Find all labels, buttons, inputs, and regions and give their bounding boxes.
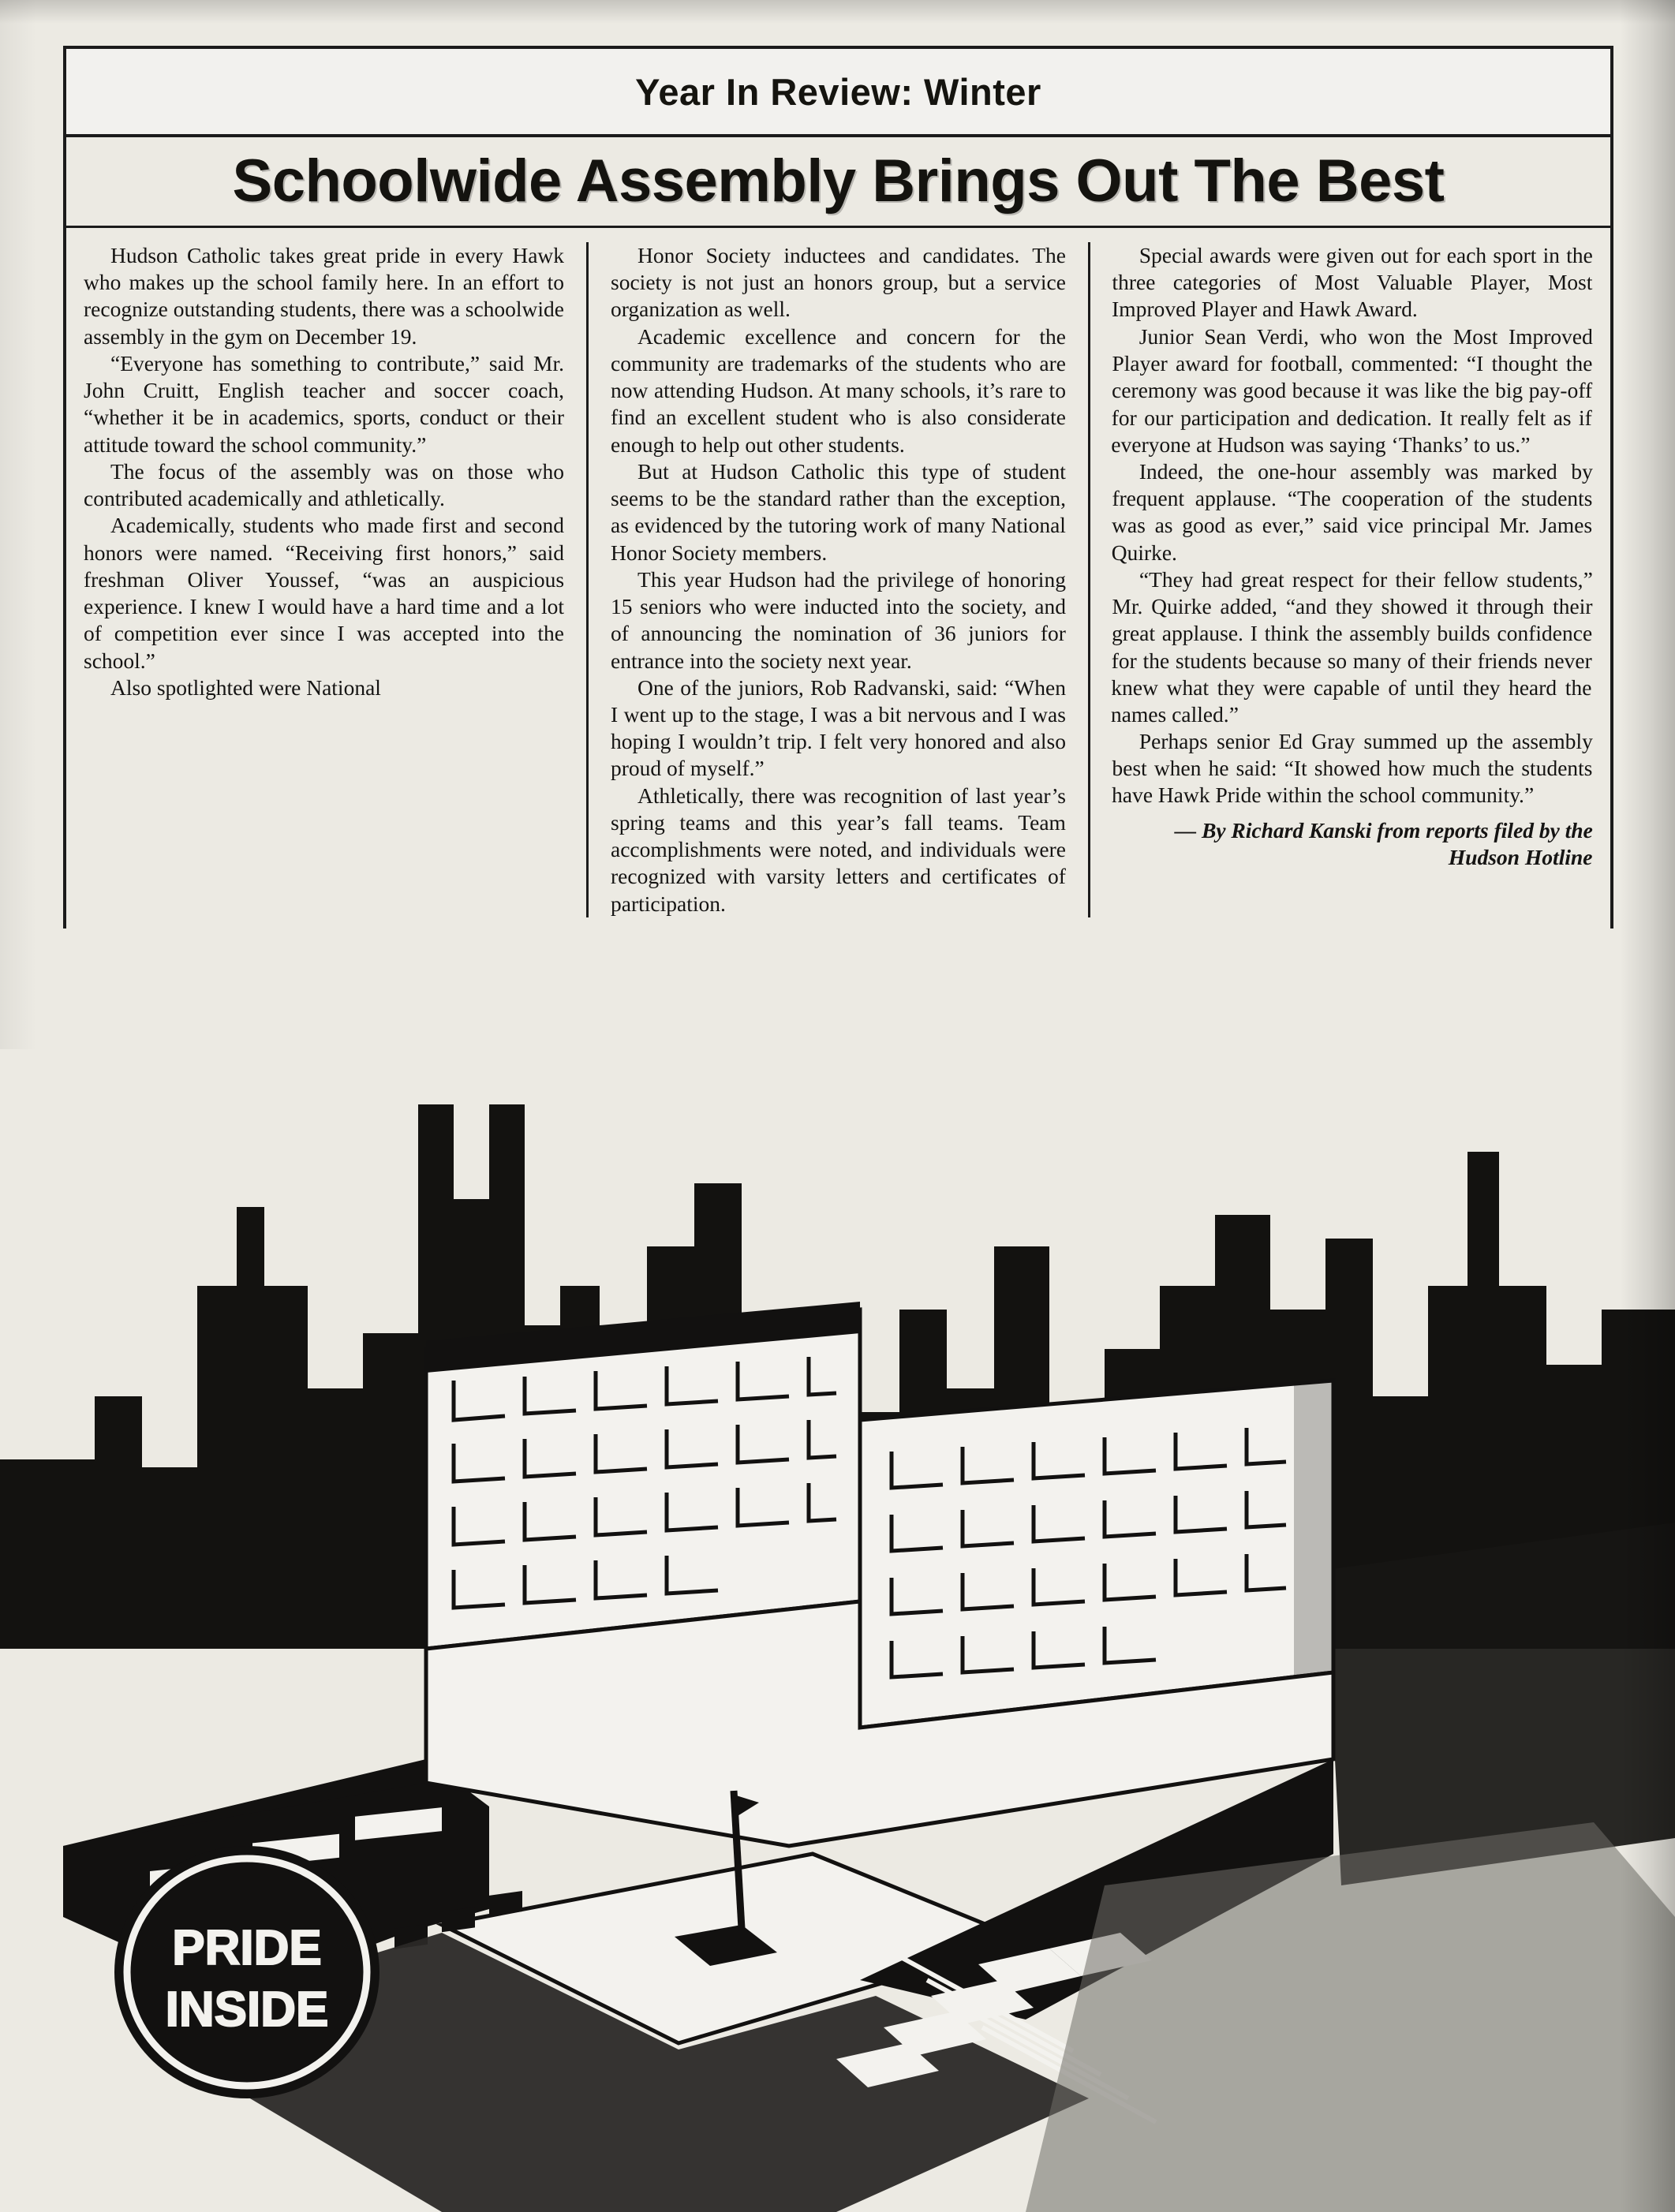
paragraph: Also spotlighted were National	[110, 674, 381, 700]
paragraph: “They had great respect for their fellow students,” Mr. Quirke added, “and they showed it through their great applause. I think the assembly builds confidence for the students because so many of their friends never knew what they were capable of until they heard the names called.”	[1110, 566, 1593, 727]
paragraph: Junior Sean Verdi, who won the Most Improved Player award for football, commented: “I thought the ceremony was good because it was like the big pay-off for our participation and dedication. It really felt as if everyone at Hudson was saying ‘Thanks’ to us.”	[1111, 323, 1593, 457]
paragraph: One of the juniors, Rob Radvanski, said: “When I went up to the stage, I was a bit nervous and I was hoping I wouldn’t trip. I felt very honored and also proud of myself.”	[611, 674, 1066, 781]
paragraph: Indeed, the one-hour assembly was marked by frequent applause. “The cooperation of the students was as good as ever,” said vice principal Mr. James Quirke.	[1111, 458, 1593, 565]
paragraph: Honor Society inductees and candidates. The society is not just an honors group, but a service organization as well.	[611, 243, 1066, 322]
article-column-1	[84, 242, 586, 917]
pride-badge-line2: INSIDE	[165, 1982, 329, 2037]
paragraph: This year Hudson had the privilege of honoring 15 seniors who were inducted into the society, and of announcing the nomination of 36 juniors for entrance into the society next year.	[611, 566, 1066, 673]
skyline-shadow	[1325, 1523, 1675, 1885]
paragraph: Hudson Catholic takes great pride in every Hawk who makes up the school family here. In an effort to recognize outstanding students, there was a schoolwide assembly in the gym on December 19.	[84, 243, 565, 349]
pride-badge-line1: PRIDE	[172, 1921, 322, 1975]
article-column-3	[1090, 242, 1593, 917]
paragraph: “Everyone has something to contribute,” said Mr. John Cruitt, English teacher and soccer coach, “whether it be in academics, sports, conduct or their attitude toward the school community.”	[84, 350, 565, 457]
page-title: Schoolwide Assembly Brings Out The Best	[232, 148, 1445, 215]
article-columns	[63, 228, 1613, 929]
article-byline: — By Richard Kanski from reports filed by the Hudson Hotline	[1174, 817, 1593, 870]
paragraph: Athletically, there was recognition of last year’s spring teams and this year’s fall teams. Team accomplishments were noted, and individuals were recognized with varsity letters and certificates of participation.	[611, 783, 1066, 916]
pride-inside-badge	[109, 1838, 385, 2106]
paragraph: But at Hudson Catholic this type of student seems to be the standard rather than the exception, as evidenced by the tutoring work of many National Honor Society members.	[611, 458, 1066, 565]
paragraph: Academically, students who made first and second honors were named. “Receiving first honors,” said freshman Oliver Youssef, “was an auspicious experience. I knew I would have a hard time and a lot of competition ever since I was accepted into the school.”	[84, 513, 565, 673]
article-block	[63, 46, 1613, 929]
page-top-shadow	[0, 0, 1675, 24]
paragraph: The focus of the assembly was on those who contributed academically and athletically.	[84, 458, 565, 511]
section-kicker-label: Year In Review: Winter	[635, 70, 1041, 113]
article-column-2	[586, 242, 1090, 917]
headline-container	[63, 137, 1613, 228]
section-kicker-bar	[63, 46, 1613, 137]
paragraph: Special awards were given out for each sport in the three categories of Most Valuable Player, Most Improved Player and Hawk Award.	[1111, 243, 1593, 322]
paragraph: Academic excellence and concern for the community are trademarks of the students who are now attending Hudson. At many schools, it’s rare to find an excellent student who is also considerate enough to help out other students.	[611, 323, 1066, 457]
paragraph: Perhaps senior Ed Gray summed up the assembly best when he said: “It showed how much the students have Hawk Pride within the school community.”	[1111, 729, 1593, 808]
